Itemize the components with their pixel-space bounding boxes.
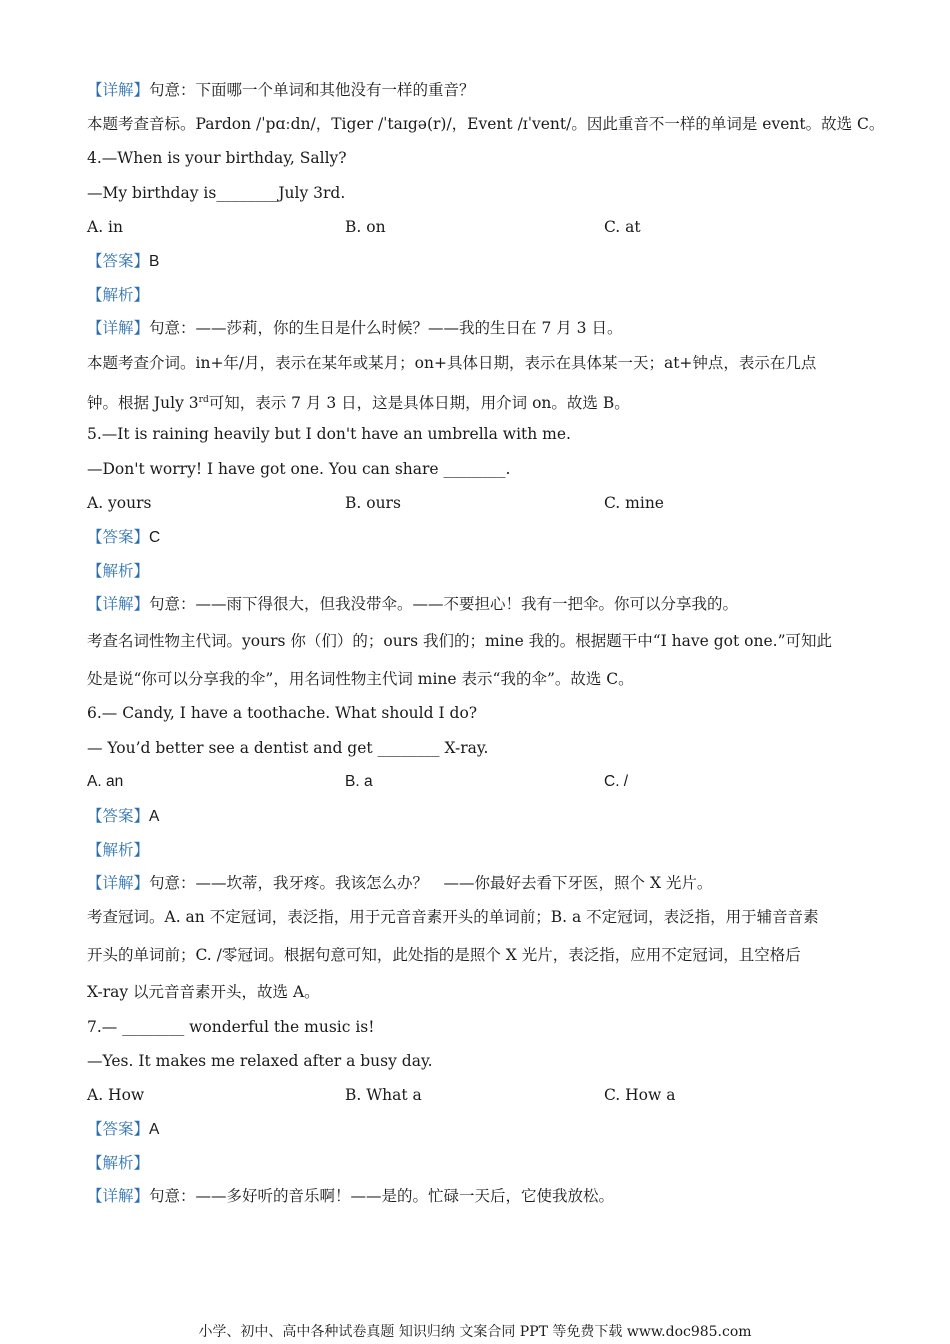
detail-label: 【详解】 xyxy=(87,595,150,613)
detail-label: 【详解】 xyxy=(87,1187,150,1205)
q7-option-b: B. What a xyxy=(345,1086,422,1104)
q6-stem-line-2: — You’d better see a dentist and get ________ X-ray. xyxy=(87,739,489,757)
q7-analysis-line xyxy=(87,1152,149,1174)
answer-label: 【答案】 xyxy=(87,1120,150,1138)
q5-option-a: A. yours xyxy=(87,494,152,512)
q5-detail-text: 句意：——雨下得很大，但我没带伞。——不要担心！我有一把伞。你可以分享我的。 xyxy=(149,595,739,613)
analysis-label: 【解析】 xyxy=(87,286,150,304)
detail-label: 【详解】 xyxy=(87,81,150,99)
detail-label: 【详解】 xyxy=(87,319,150,337)
q4-explain-line-2 xyxy=(87,389,630,414)
q4-answer-line xyxy=(87,250,159,273)
q7-option-a: A. How xyxy=(87,1086,145,1104)
q5-explain-line-2: 处是说“你可以分享我的伞”，用名词性物主代词 mine 表示“我的伞”。故选 C。 xyxy=(87,670,634,688)
q4-explain-superscript: rd xyxy=(198,395,209,405)
q5-analysis-line xyxy=(87,560,149,582)
q6-explain-line-3: X-ray 以元音音素开头，故选 A。 xyxy=(87,983,320,1001)
analysis-label: 【解析】 xyxy=(87,562,150,580)
q6-explain-line-1: 考查冠词。A. an 不定冠词，表泛指，用于元音音素开头的单词前；B. a 不定冠词，表泛指，用于辅音音素 xyxy=(87,908,819,926)
q3-detail-text: 句意：下面哪一个单词和其他没有一样的重音？ xyxy=(149,81,475,99)
q5-stem-line-2: —Don't worry! I have got one. You can share ________. xyxy=(87,460,511,478)
q6-detail-text: 句意：——坎蒂，我牙疼。我该怎么办？ ——你最好去看下牙医，照个 X 光片。 xyxy=(149,874,713,892)
q4-detail-text: 句意：——莎莉，你的生日是什么时候？——我的生日在 7 月 3 日。 xyxy=(149,319,623,337)
q5-answer-value: C xyxy=(149,529,161,546)
q4-explain-line-1: 本题考查介词。in+年/月，表示在某年或某月；on+具体日期，表示在具体某一天；at+钟点，表示在几点 xyxy=(87,354,817,372)
q5-stem-line-1: 5.—It is raining heavily but I don't have an umbrella with me. xyxy=(87,425,571,443)
q6-option-b: B. a xyxy=(345,773,373,790)
q7-stem-line-2: —Yes. It makes me relaxed after a busy day. xyxy=(87,1052,433,1070)
q7-detail-line xyxy=(87,1185,614,1207)
analysis-label: 【解析】 xyxy=(87,1154,150,1172)
detail-label: 【详解】 xyxy=(87,874,150,892)
q7-detail-text: 句意：——多好听的音乐啊！——是的。忙碌一天后，它使我放松。 xyxy=(149,1187,615,1205)
q6-option-a: A. an xyxy=(87,773,124,790)
q4-stem-line-2: —My birthday is________July 3rd. xyxy=(87,184,346,202)
q6-answer-value: A xyxy=(149,808,160,825)
q7-stem-line-1: 7.— ________ wonderful the music is! xyxy=(87,1018,375,1036)
q6-option-c: C. / xyxy=(604,773,629,790)
q4-detail-line xyxy=(87,317,622,339)
analysis-label: 【解析】 xyxy=(87,841,150,859)
q6-explain-line-2: 开头的单词前；C. /零冠词。根据句意可知，此处指的是照个 X 光片，表泛指，应用不定冠词，且空格后 xyxy=(87,946,801,964)
q5-detail-line xyxy=(87,593,738,615)
q5-answer-line xyxy=(87,526,160,549)
q4-option-c: C. at xyxy=(604,218,641,236)
q4-analysis-line xyxy=(87,284,149,306)
q6-detail-line xyxy=(87,872,712,894)
q3-explain-line: 本题考查音标。Pardon /ˈpɑːdn/，Tiger /ˈtaɪgə(r)/，Event /ɪˈvent/。因此重音不一样的单词是 event。故选 C。 xyxy=(87,115,885,133)
q6-answer-line xyxy=(87,805,159,828)
q5-option-b: B. ours xyxy=(345,494,401,512)
q4-option-a: A. in xyxy=(87,218,123,236)
page-footer: 小学、初中、高中各种试卷真题 知识归纳 文案合同 PPT 等免费下载 www.doc985.com xyxy=(198,1324,752,1340)
q7-answer-value: A xyxy=(149,1121,160,1138)
q3-detail-line xyxy=(87,79,475,101)
q4-explain-part-a: 钟。根据 July 3 xyxy=(87,394,199,413)
q7-option-c: C. How a xyxy=(604,1086,676,1104)
q4-answer-value: B xyxy=(149,253,160,270)
q4-stem-line-1: 4.—When is your birthday, Sally? xyxy=(87,149,347,167)
q6-stem-line-1: 6.— Candy, I have a toothache. What should I do? xyxy=(87,704,478,722)
q4-option-b: B. on xyxy=(345,218,386,236)
answer-label: 【答案】 xyxy=(87,252,150,270)
q5-option-c: C. mine xyxy=(604,494,664,512)
q6-analysis-line xyxy=(87,839,149,861)
answer-label: 【答案】 xyxy=(87,807,150,825)
q5-explain-line-1: 考查名词性物主代词。yours 你（们）的；ours 我们的；mine 我的。根据题干中“I have got one.”可知此 xyxy=(87,632,833,650)
q4-explain-part-b: 可知，表示 7 月 3 日，这是具体日期，用介词 on。故选 B。 xyxy=(208,394,630,413)
q7-answer-line xyxy=(87,1118,159,1141)
answer-label: 【答案】 xyxy=(87,528,150,546)
